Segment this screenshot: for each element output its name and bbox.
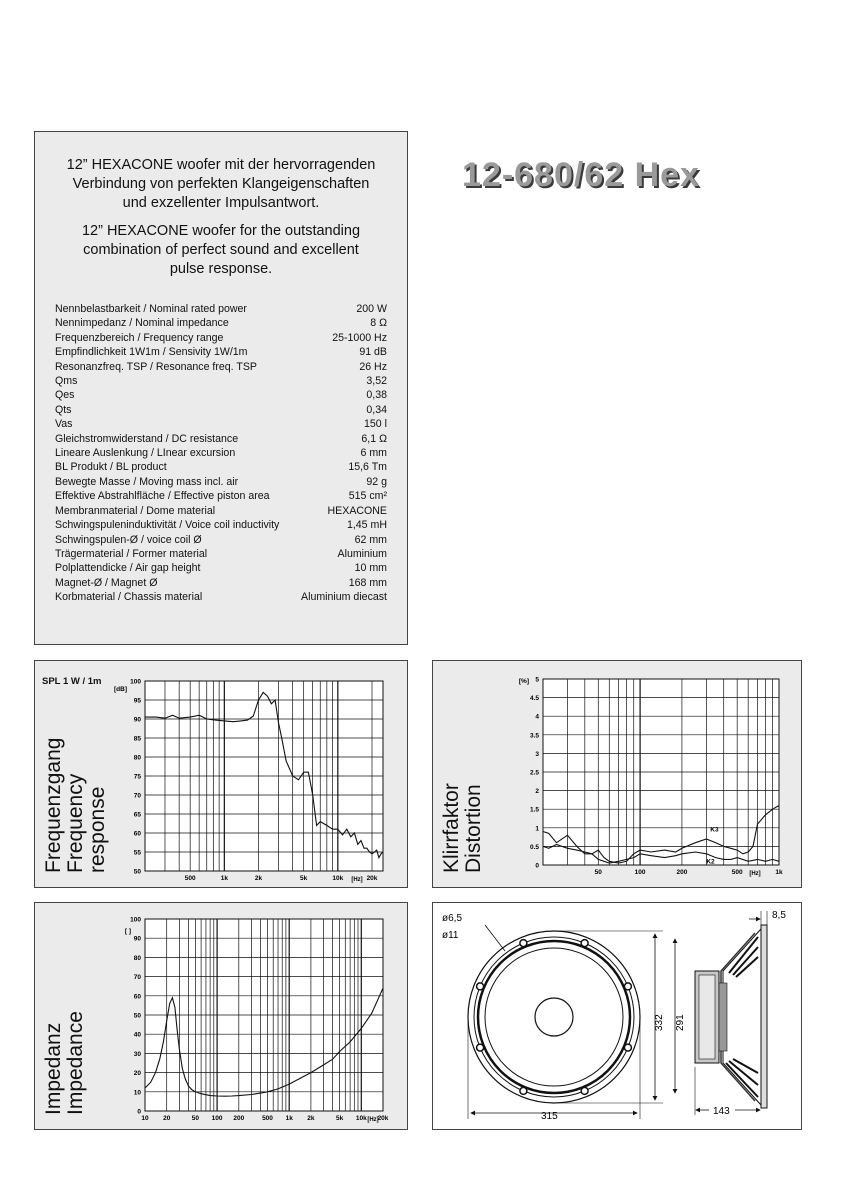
intro-line: pulse response. — [169, 261, 273, 277]
x-tick-label: 10k — [355, 1115, 367, 1122]
front-view — [468, 931, 640, 1103]
spec-value: 200 W — [356, 303, 387, 315]
side-label-line: Distortion — [462, 784, 485, 873]
spec-label: Nennbelastbarkeit / Nominal rated power — [55, 303, 247, 315]
y-tick-label: 70 — [133, 974, 141, 982]
y-tick-label: 0.5 — [529, 843, 539, 851]
spec-label: Membranmaterial / Dome material — [55, 504, 216, 517]
side-label-line: Impedanz — [42, 1022, 65, 1115]
y-tick-label: 3 — [535, 750, 539, 758]
surround — [478, 941, 630, 1093]
dim-332: 332 — [654, 1014, 665, 1031]
spec-label: Qms — [55, 375, 78, 388]
x-tick-label: 20 — [163, 1115, 171, 1122]
spec-value: 91 dB — [359, 346, 387, 359]
x-tick-label: 50 — [191, 1115, 200, 1122]
x-tick-label: 2k — [307, 1115, 315, 1122]
spec-label: Korbmaterial / Chassis material — [55, 591, 203, 604]
spec-row — [55, 576, 387, 590]
y-tick-label: 40 — [133, 1031, 141, 1039]
spec-label: Polplattendicke / Air gap height — [55, 562, 201, 575]
side-label-line: Impedance — [64, 1011, 87, 1115]
spec-row — [55, 561, 387, 575]
mounting-hole — [477, 1044, 484, 1051]
spec-value: 515 cm² — [348, 490, 387, 503]
y-tick-label: 60 — [133, 993, 141, 1001]
pole-piece — [719, 983, 727, 1051]
spec-value: 0,34 — [366, 403, 387, 416]
cone-edge — [485, 948, 623, 1086]
spec-row — [55, 302, 387, 316]
intro-german — [35, 156, 407, 213]
spec-label: Resonanzfreq. TSP / Resonance freq. TSP — [55, 360, 257, 373]
spec-row — [55, 360, 387, 374]
spec-panel — [34, 131, 408, 645]
y-axis-label: [dB] — [114, 686, 127, 693]
speaker-dimension-drawing — [433, 903, 803, 1131]
mounting-hole — [581, 1087, 588, 1094]
spec-row — [55, 547, 387, 561]
x-tick-label: 5k — [335, 1115, 344, 1122]
y-axis-label: [%] — [518, 678, 529, 685]
side-flange — [761, 925, 767, 1108]
x-tick-label: 20k — [377, 1115, 389, 1122]
x-tick-label: 100 — [211, 1115, 223, 1122]
x-tick-label: 10k — [332, 875, 344, 882]
x-tick-label: 2k — [254, 875, 263, 882]
intro-line: und exzellenter Impulsantwort. — [122, 195, 320, 211]
spec-value: 26 Hz — [359, 360, 387, 373]
spec-value: HEXACONE — [327, 504, 387, 517]
x-tick-label: 1k — [220, 875, 228, 882]
y-tick-label: 2 — [535, 788, 539, 796]
spec-label: Magnet-Ø / Magnet Ø — [55, 576, 158, 589]
x-tick-label: 50 — [594, 869, 602, 876]
y-tick-label: 80 — [133, 954, 141, 962]
spec-value: Aluminium diecast — [301, 591, 387, 604]
y-tick-label: 80 — [133, 754, 141, 762]
distortion-panel — [432, 660, 802, 888]
spec-row — [55, 518, 387, 532]
outer-rim — [468, 931, 640, 1103]
dim-8-5: 8,5 — [772, 910, 786, 921]
frequency-response-chart — [35, 661, 409, 889]
spec-label: Qes — [55, 389, 75, 402]
spec-label: Effektive Abstrahlfläche / Effective piston area — [55, 490, 270, 503]
spec-row — [55, 345, 387, 359]
x-tick-label: 500 — [731, 869, 743, 876]
spec-value: 8 Ω — [370, 317, 387, 330]
mounting-ring — [474, 937, 634, 1097]
y-axis-label: [ ] — [124, 928, 131, 935]
y-tick-label: 30 — [133, 1050, 141, 1058]
side-label-line: Frequency — [64, 773, 87, 873]
spec-value: 15,6 Tm — [348, 461, 387, 474]
spec-value: 1,45 mH — [346, 519, 387, 532]
y-tick-label: 50 — [133, 1012, 141, 1020]
y-tick-label: 70 — [133, 792, 141, 800]
spec-value: Aluminium — [337, 547, 387, 560]
chart-title: SPL 1 W / 1m — [42, 676, 102, 687]
frequency-response-panel — [34, 660, 408, 888]
hole-diameter-label: ø6,5 — [442, 913, 463, 924]
magnet-plate — [699, 975, 715, 1059]
dimension-drawing-panel — [432, 902, 802, 1130]
model-title: 12-680/62 Hex — [462, 156, 700, 194]
y-tick-label: 20 — [133, 1070, 141, 1078]
intro-line: Verbindung von perfekten Klangeigenschaften — [72, 176, 370, 192]
side-label-line: Frequenzgang — [42, 737, 65, 873]
distortion-chart — [433, 661, 803, 889]
circle-diameter-label: ø11 — [442, 930, 459, 941]
spec-value: 6,1 Ω — [361, 432, 387, 445]
y-tick-label: 100 — [130, 916, 141, 924]
y-tick-label: 5 — [535, 676, 539, 684]
intro-line: 12” HEXACONE woofer for the outstanding — [81, 223, 361, 239]
side-view — [695, 925, 767, 1108]
spec-value: 92 g — [366, 475, 387, 488]
spec-value: 62 mm — [354, 533, 387, 546]
spec-label: Qts — [55, 403, 72, 416]
y-tick-label: 0 — [535, 862, 539, 870]
y-tick-label: 55 — [133, 849, 141, 857]
x-tick-label: 200 — [233, 1115, 245, 1122]
y-tick-label: 1.5 — [529, 806, 539, 814]
spec-row — [55, 446, 387, 460]
spec-label: Nennimpedanz / Nominal impedance — [55, 317, 229, 330]
y-tick-label: 90 — [133, 716, 141, 724]
mounting-hole — [520, 940, 527, 947]
spec-value: 10 mm — [354, 562, 387, 575]
spec-row — [55, 432, 387, 446]
dim-315: 315 — [541, 1111, 558, 1122]
x-tick-label: 10 — [141, 1115, 149, 1122]
spec-value: 0,38 — [366, 389, 387, 402]
y-tick-label: 4.5 — [529, 695, 539, 703]
spec-label: BL Produkt / BL product — [55, 461, 167, 474]
spec-label: Empfindlichkeit 1W1m / Sensivity 1W/1m — [55, 346, 248, 359]
mounting-hole — [624, 1044, 631, 1051]
y-tick-label: 75 — [133, 773, 141, 781]
series-label-k3: K3 — [710, 826, 719, 834]
spec-row — [55, 374, 387, 388]
spec-row — [55, 489, 387, 503]
spec-label: Trägermaterial / Former material — [55, 547, 208, 560]
series-label-k2: K2 — [706, 858, 715, 866]
x-tick-label: 100 — [634, 869, 646, 876]
x-tick-label: 200 — [676, 869, 688, 876]
spec-label: Schwingspuleninduktivität / Voice coil inductivity — [55, 519, 280, 532]
y-tick-label: 0 — [137, 1108, 141, 1116]
y-tick-label: 3.5 — [529, 732, 539, 740]
x-tick-label: 20k — [366, 875, 378, 882]
intro-line: 12” HEXACONE woofer mit der hervorragenden — [66, 157, 376, 173]
y-tick-label: 50 — [133, 868, 141, 876]
y-tick-label: 65 — [133, 811, 141, 819]
spec-value: 25-1000 Hz — [332, 331, 387, 344]
side-label-line: Klirrfaktor — [440, 783, 463, 873]
x-tick-label: 5k — [300, 875, 308, 882]
leader-line — [485, 925, 505, 951]
spec-row — [55, 388, 387, 402]
dim-291: 291 — [675, 1014, 686, 1031]
spec-label: Gleichstromwiderstand / DC resistance — [55, 432, 239, 445]
spec-label: Lineare Auslenkung / LInear excursion — [55, 447, 236, 460]
spec-table — [55, 302, 387, 605]
x-tick-label: 500 — [262, 1115, 273, 1122]
spec-row — [55, 475, 387, 489]
intro-line: combination of perfect sound and excellent — [83, 242, 359, 258]
y-tick-label: 85 — [133, 735, 141, 743]
spec-value: 168 mm — [348, 576, 387, 589]
x-tick-label: 1k — [775, 869, 783, 876]
x-axis-label: [Hz] — [351, 877, 363, 883]
spec-value: 6 mm — [360, 447, 387, 460]
spec-row — [55, 417, 387, 431]
spec-row — [55, 331, 387, 345]
spec-row — [55, 460, 387, 474]
spec-value: 150 l — [364, 418, 387, 431]
spec-value: 3,52 — [366, 375, 387, 388]
spec-row — [55, 403, 387, 417]
y-tick-label: 100 — [130, 678, 141, 686]
x-axis-label: [Hz] — [749, 871, 761, 877]
x-tick-label: 1k — [285, 1115, 293, 1122]
y-tick-label: 10 — [133, 1089, 141, 1097]
spec-label: Bewegte Masse / Moving mass incl. air — [55, 475, 239, 488]
dust-cap — [535, 998, 573, 1036]
mounting-hole — [477, 983, 484, 990]
spec-row — [55, 533, 387, 547]
impedance-panel — [34, 902, 408, 1130]
y-tick-label: 4 — [535, 713, 539, 721]
impedance-chart — [35, 903, 409, 1131]
mounting-hole — [520, 1087, 527, 1094]
mounting-hole — [624, 983, 631, 990]
y-tick-label: 95 — [133, 697, 141, 705]
y-tick-label: 1 — [535, 825, 539, 833]
mounting-hole — [581, 940, 588, 947]
spec-row — [55, 316, 387, 330]
dim-143: 143 — [713, 1106, 730, 1117]
x-axis-label: [Hz] — [367, 1117, 379, 1123]
y-tick-label: 2.5 — [529, 769, 539, 777]
spec-label: Schwingspulen-Ø / voice coil Ø — [55, 533, 202, 546]
x-tick-label: 500 — [184, 875, 196, 882]
spec-row — [55, 504, 387, 518]
spec-label: Vas — [55, 418, 73, 431]
spec-label: Frequenzbereich / Frequency range — [55, 331, 224, 344]
side-label-line: response — [86, 786, 109, 873]
intro-english — [35, 222, 407, 279]
y-tick-label: 60 — [133, 830, 141, 838]
spec-row — [55, 590, 387, 604]
y-tick-label: 90 — [133, 935, 141, 943]
